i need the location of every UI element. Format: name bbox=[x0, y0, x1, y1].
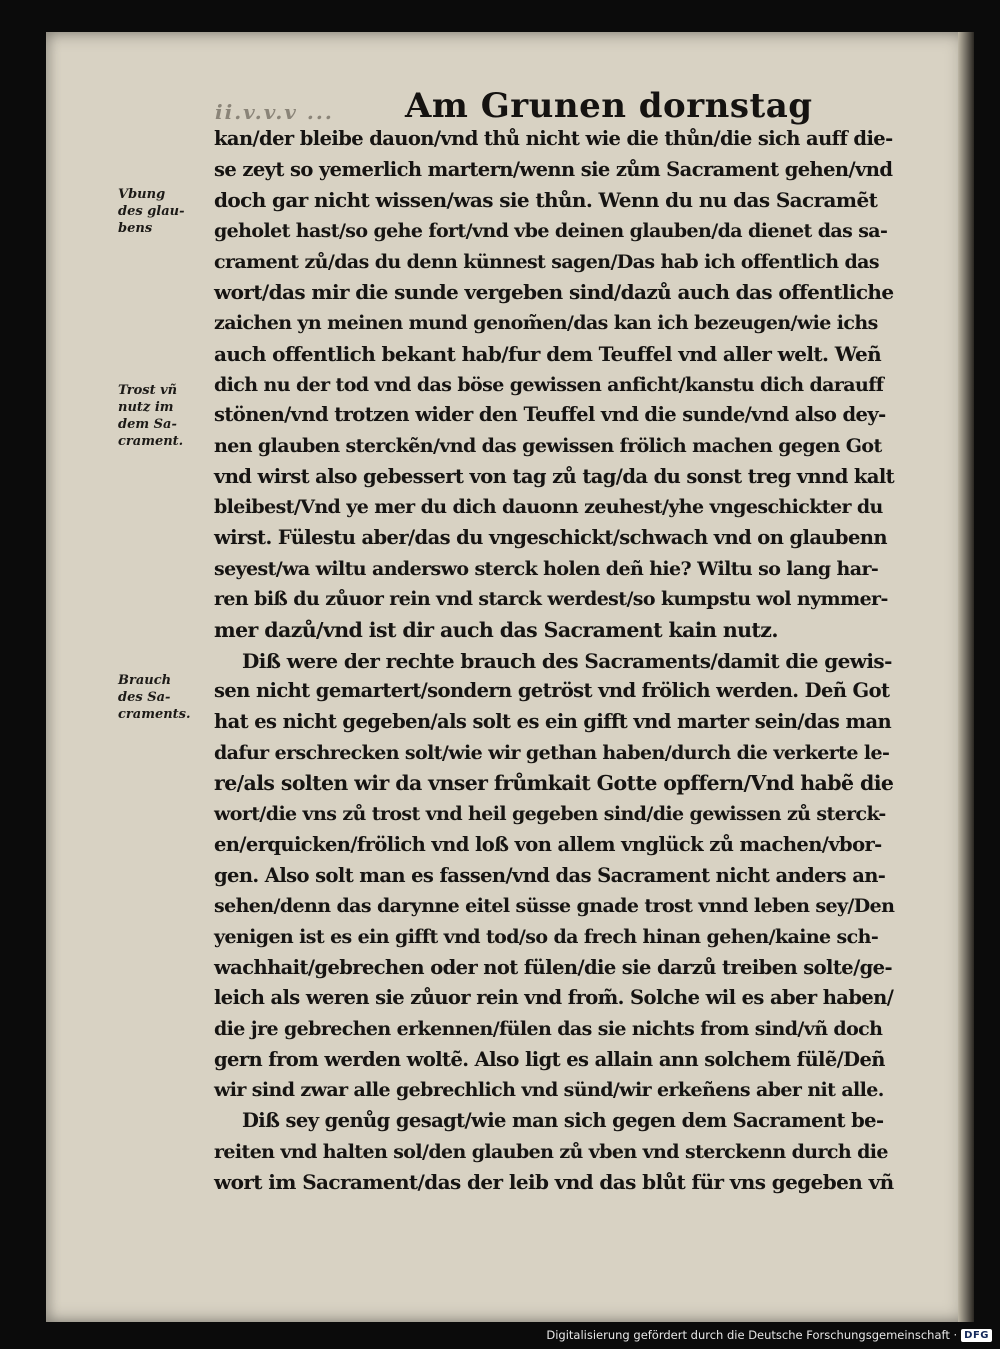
margin-note-line: craments. bbox=[118, 707, 191, 722]
text-line: ren biß du zůuor rein vnd starck werdest/so kumpstu wol nymmer- bbox=[214, 588, 888, 611]
text-line: wort/das mir die sunde vergeben sind/dazů auch das offentliche bbox=[214, 280, 894, 305]
text-line: zaichen yn meinen mund genom̃en/das kan ich bezeugen/wie ichs bbox=[214, 312, 878, 335]
margin-note-line: des glau- bbox=[118, 204, 185, 219]
body-text bbox=[214, 124, 894, 1198]
text-line: crament zů/das du denn künnest sagen/Das hab ich offentlich das bbox=[214, 250, 879, 273]
text-line: se zeyt so yemerlich martern/wenn sie zům Sacrament gehen/vnd bbox=[214, 157, 893, 181]
text-line: wir sind zwar alle gebrechlich vnd sünd/wir erkeñens aber nit alle. bbox=[214, 1079, 884, 1102]
text-line: bleibest/Vnd ye mer du dich dauonn zeuhest/yhe vngeschickter du bbox=[214, 496, 883, 519]
text-line: seyest/wa wiltu anderswo sterck holen deñ hie? Wiltu so lang har- bbox=[214, 557, 879, 580]
text-line: doch gar nicht wissen/was sie thůn. Wenn du nu das Sacramẽt bbox=[214, 188, 878, 213]
text-line: reiten vnd halten sol/den glauben zů vben vnd sterckenn durch die bbox=[214, 1140, 888, 1163]
margin-note-line: crament. bbox=[118, 434, 184, 449]
text-line: wort/die vns zů trost vnd heil gegeben sind/die gewissen zů sterck- bbox=[214, 803, 886, 826]
margin-note-line: Vbung bbox=[118, 187, 166, 202]
text-line: gen. Also solt man es fassen/vnd das Sacrament nicht anders an- bbox=[214, 863, 886, 887]
text-line: re/als solten wir da vnser frůmkait Gotte opffern/Vnd habẽ die bbox=[214, 771, 894, 796]
text-line: en/erquicken/frölich vnd loß von allem vnglück zů machen/vbor- bbox=[214, 832, 882, 856]
margin-note-line: dem Sa- bbox=[118, 417, 177, 432]
text-line: dich nu der tod vnd das böse gewissen anficht/kanstu dich darauff bbox=[214, 373, 884, 396]
text-line: die jre gebrechen erkennen/fülen das sie nichts from sind/vñ doch bbox=[214, 1017, 883, 1040]
margin-note-brauch bbox=[118, 672, 214, 723]
margin-note-line: Trost vñ bbox=[118, 383, 178, 398]
text-line: wort im Sacrament/das der leib vnd das blůt für vns gegeben vñ bbox=[214, 1170, 894, 1195]
text-line: nen glauben sterckẽn/vnd das gewissen frölich machen gegen Got bbox=[214, 434, 882, 457]
page-edge-shadow bbox=[958, 32, 974, 1322]
text-line: Diß were der rechte brauch des Sacraments/damit die gewis- bbox=[242, 648, 892, 673]
text-line: dafur erschrecken solt/wie wir gethan haben/durch die verkerte le- bbox=[214, 741, 890, 764]
text-line: auch offentlich bekant hab/fur dem Teuffel vnd aller welt. Weñ bbox=[214, 341, 882, 366]
header-faint-text: ii.v.v.v ... bbox=[215, 100, 334, 124]
text-line: wachhait/gebrechen oder not fülen/die sie darzů treiben solte/ge- bbox=[214, 955, 892, 979]
running-header bbox=[215, 86, 960, 126]
margin-note-line: Brauch bbox=[118, 673, 172, 688]
text-line: kan/der bleibe dauon/vnd thů nicht wie die thůn/die sich auff die- bbox=[214, 127, 893, 150]
margin-note-line: bens bbox=[118, 221, 153, 236]
margin-note-line: des Sa- bbox=[118, 690, 171, 705]
text-line: Diß sey genůg gesagt/wie man sich gegen dem Sacrament be- bbox=[242, 1109, 884, 1132]
text-line: mer dazů/vnd ist dir auch das Sacrament kain nutz. bbox=[214, 618, 778, 642]
text-line: sehen/denn das darynne eitel süsse gnade trost vnnd leben sey/Den bbox=[214, 895, 895, 918]
text-line: leich als weren sie zůuor rein vnd from̃. Solche wil es aber haben/ bbox=[214, 986, 894, 1010]
text-line: vnd wirst also gebessert von tag zů tag/da du sonst treg vnnd kalt bbox=[214, 464, 895, 488]
text-line: gern from werden woltẽ. Also ligt es allain ann solchem fülẽ/Deñ bbox=[214, 1047, 885, 1071]
footer-credit: Digitalisierung gefördert durch die Deutsche Forschungsgemeinschaft · bbox=[546, 1328, 958, 1342]
text-line: hat es nicht gegeben/als solt es ein gifft vnd marter sein/das man bbox=[214, 710, 892, 734]
margin-note-line: nutz im bbox=[118, 400, 174, 415]
margin-note-trost bbox=[118, 382, 214, 450]
text-line: yenigen ist es ein gifft vnd tod/so da frech hinan gehen/kaine sch- bbox=[214, 925, 879, 948]
text-line: stönen/vnd trotzen wider den Teuffel vnd die sunde/vnd also dey- bbox=[214, 403, 886, 427]
text-line: wirst. Fülestu aber/das du vngeschickt/schwach vnd on glaubenn bbox=[214, 525, 887, 549]
dfg-logo: DFG bbox=[961, 1329, 992, 1342]
text-line: sen nicht gemartert/sondern getröst vnd frölich werden. Deñ Got bbox=[214, 679, 890, 703]
footer bbox=[546, 1325, 992, 1345]
text-line: geholet hast/so gehe fort/vnd vbe deinen glauben/da dienet das sa- bbox=[214, 220, 888, 243]
page-title: Am Grunen dornstag bbox=[405, 86, 813, 126]
margin-note-vbung bbox=[118, 186, 214, 237]
